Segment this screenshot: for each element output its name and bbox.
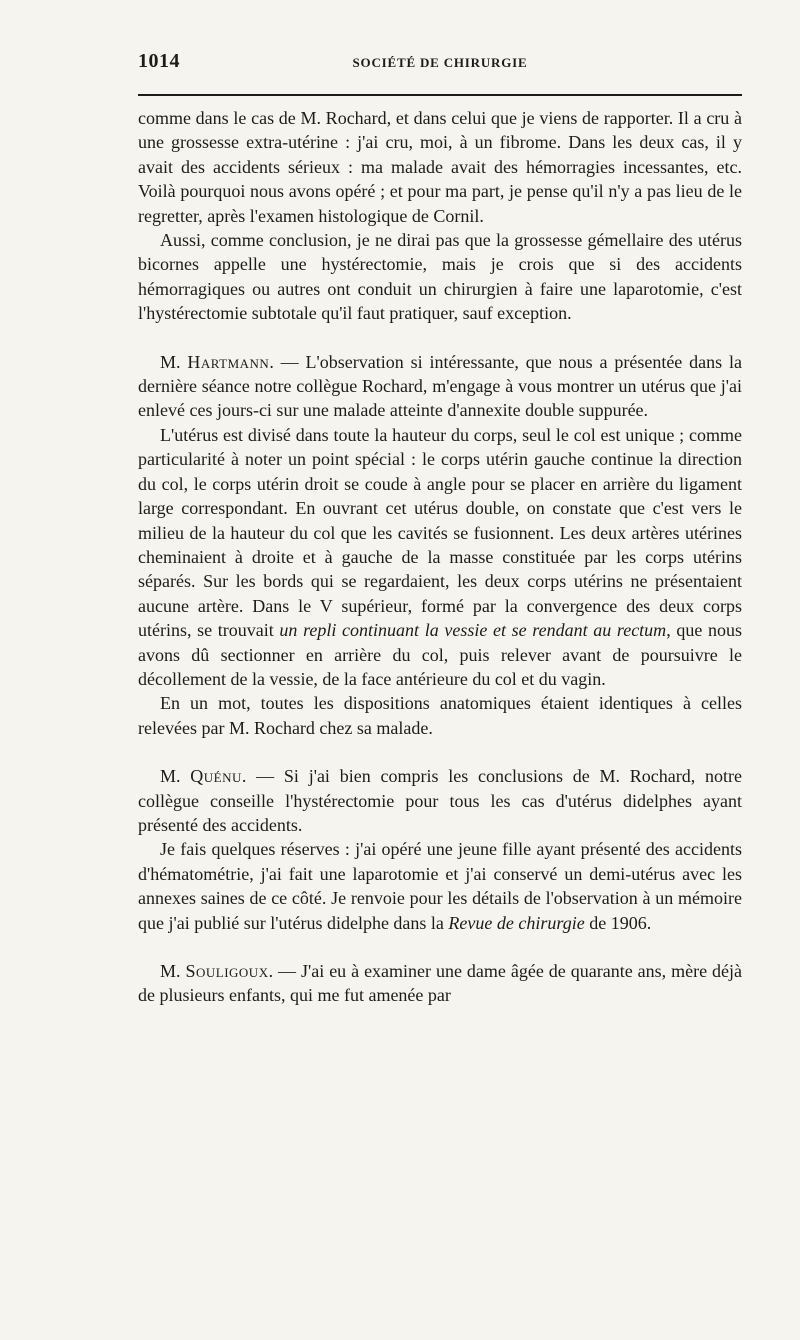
speaker-prefix: M. — [160, 766, 191, 787]
journal-title: Revue de chirurgie — [448, 912, 585, 933]
paragraph-summary: En un mot, toutes les dispositions anatomiques étaient identiques à celles relevées par M. Rochard chez sa malade. — [138, 693, 742, 738]
paragraph-conclusion: Aussi, comme conclusion, je ne dirai pas que la grossesse gémellaire des utérus bicornes appelle une hystérectomie, mais je crois que si des accidents hémorragiques ou autres ont conduit un chirurgien à faire une laparotomie, c'est l'hystérectomie subtotale qu'il faut pratiquer, sauf exception. — [138, 230, 742, 324]
running-head: SOCIÉTÉ DE CHIRURGIE — [352, 55, 528, 70]
paragraph-text: . — J'ai eu à examiner une dame âgée de quarante ans, mère déjà de plusieurs enfants, qui me fut amenée par — [138, 961, 742, 1006]
body-text — [138, 106, 742, 1008]
speaker-name-hartmann: Hartmann — [187, 351, 270, 372]
paragraph-text: L'utérus est divisé dans toute la hauteur du corps, seul le col est unique ; comme particularité à noter un point spécial : le corps utérin gauche continue la direction du col, le corps utérin droit se coude à angle pour se placer en arrière du ligament large correspondant. En ouvrant cet utérus double, on constate que c'est vers le milieu de la hauteur du col que les cavités se fusionnent. Les deux artères utérines cheminaient à droite et à gauche de la masse constituée par les corps utérins séparés. Sur les bords qui se regardaient, les deux corps utérins ne présentaient aucune artère. Dans le V supérieur, formé par la convergence des deux corps utérins, se trouvait — [138, 424, 742, 641]
speaker-name-quenu: Quénu — [190, 766, 242, 787]
paragraph-text: Je fais quelques réserves : j'ai opéré une jeune fille ayant présenté des accidents d'hématométrie, j'ai fait une laparotomie et j'ai conservé un demi-utérus avec les annexes saines de ce côté. Je renvoie pour les détails de l'observation à un mémoire que j'ai publié sur l'utérus didelphe dans la — [138, 839, 742, 933]
header-rule — [138, 94, 742, 96]
paragraph-text: . — L'observation si intéressante, que nous a présentée dans la dernière séance notre collègue Rochard, m'engage à vous montrer un utérus que j'ai enlevé ces jours-ci sur une malade atteinte d'annexite double suppurée. — [138, 351, 742, 421]
paragraph-souligoux-intro — [138, 959, 742, 1008]
paragraph-text-end: de 1906. — [584, 912, 652, 933]
speaker-name-souligoux: Souligoux — [185, 961, 269, 981]
page-number: 1014 — [138, 50, 180, 72]
paragraph-text-end: , que nous avons dû sectionner en arrière du col, puis relever avant de poursuivre le décollement de la vessie, de la face antérieure du col et du vagin. — [138, 620, 742, 689]
speaker-prefix: M. — [160, 961, 186, 981]
paragraph-reserves — [138, 837, 742, 935]
paragraph-text: . — Si j'ai bien compris les conclusions de M. Rochard, notre collègue conseille l'hystérectomie pour tous les cas d'utérus didelphes ayant présenté des accidents. — [138, 766, 742, 835]
speaker-prefix: M. — [160, 351, 188, 372]
paragraph-quenu-intro — [138, 764, 742, 837]
paragraph-hartmann-intro — [138, 350, 742, 423]
page-header — [138, 50, 742, 80]
italic-phrase: un repli continuant la vessie et se rendant au rectum — [279, 620, 667, 641]
paragraph-continuation: comme dans le cas de M. Rochard, et dans celui que je viens de rapporter. Il a cru à une grossesse extra-utérine : j'ai cru, moi, à un fibrome. Dans les deux cas, il y avait des accidents sérieux : ma malade avait des hémorragies incessantes, etc. Voilà pourquoi nous avons opéré ; et pour ma part, je pense qu'il n'y a pas lieu de le regretter, après l'examen histologique de Cornil. — [138, 108, 742, 226]
paragraph-uterus-description — [138, 423, 742, 691]
